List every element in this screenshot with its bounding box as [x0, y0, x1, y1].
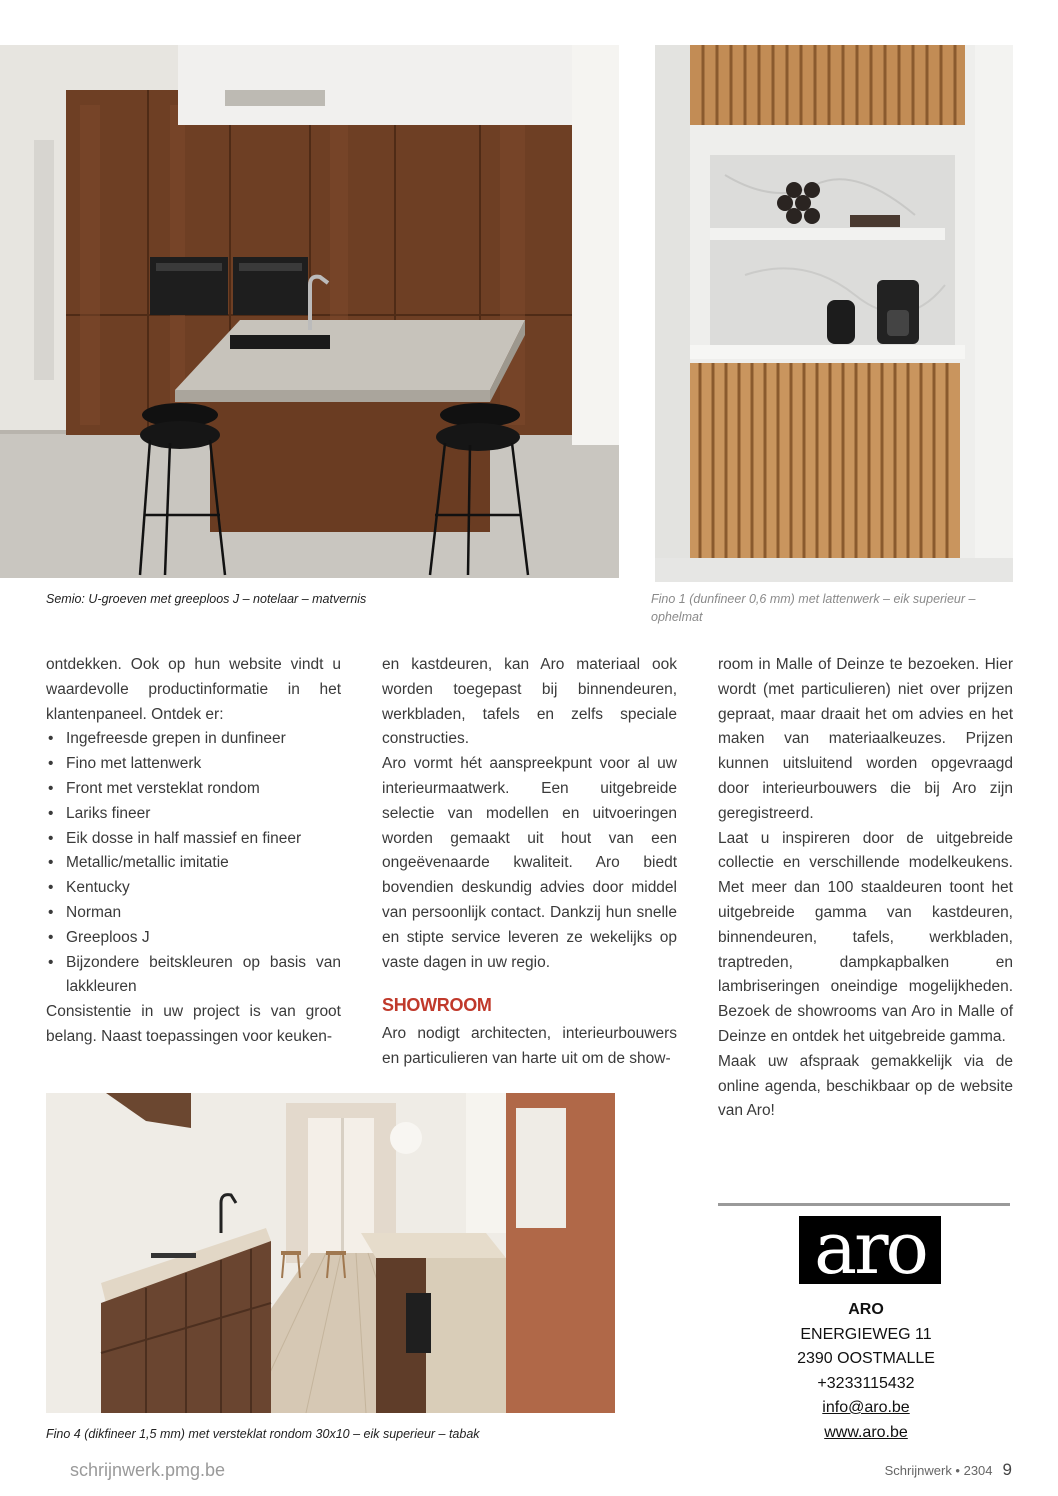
list-item: • Lariks fineer — [46, 802, 341, 827]
column1-intro: ontdekken. Ook op hun website vindt u waardevolle productinformatie in het klantenpaneel. Ontdek er: — [46, 656, 341, 723]
aro-logo-text: aro — [814, 1216, 926, 1284]
city-address: 2390 OOSTMALLE — [797, 1350, 935, 1367]
list-item: • Kentucky — [46, 876, 341, 901]
product-list — [46, 727, 341, 1000]
column1-outro: Consistentie in uw project is van groot belang. Naast toepassingen voor keuken- — [46, 1003, 341, 1045]
caption-oak-slat-niche: Fino 1 (dunfineer 0,6 mm) met lattenwerk – eik superieur – ophelmat — [651, 592, 976, 624]
contact-block — [718, 1298, 1014, 1445]
column2-paragraph: Aro vormt hét aanspreekpunt voor al uw interieurmaatwerk. Een uitgebreide selectie van modellen en uitvoeringen worden gemaakt uit hout van een ongeëvenaarde kwaliteit. Aro biedt bovendien deskundig advies door middel van persoonlijk contact. Dankzij hun snelle en stipte service leveren ze wekelijks op vaste dagen in uw regio. — [382, 755, 677, 971]
street-address: ENERGIEWEG 11 — [800, 1325, 932, 1343]
aro-logo — [799, 1216, 941, 1284]
footer-issue-block — [885, 1460, 1012, 1480]
caption-walnut-kitchen: Semio: U-groeven met greeploos J – notelaar – matvernis — [46, 592, 367, 606]
column3-paragraph: Maak uw afspraak gemakkelijk via de online agenda, beschikbaar op de website van Aro! — [718, 1052, 1013, 1120]
list-item: • Bijzondere beitskleuren op basis van lakkleuren — [46, 951, 341, 1001]
list-item: • Metallic/metallic imitatie — [46, 851, 341, 876]
showroom-heading: SHOWROOM — [382, 995, 492, 1016]
list-item: • Eik dosse in half massief en fineer — [46, 827, 341, 852]
photo-galley-kitchen — [46, 1093, 615, 1413]
page-number: 9 — [1002, 1460, 1012, 1479]
photo-oak-slat-niche — [655, 45, 1013, 582]
text-column-3 — [718, 653, 1013, 1124]
footer-issue: Schrijnwerk • 2304 — [884, 1463, 993, 1478]
email-link[interactable]: info@aro.be — [822, 1399, 910, 1416]
list-item: • Fino met lattenwerk — [46, 752, 341, 777]
column2-paragraph: Aro nodigt architecten, interieurbouwers en particulieren van harte uit om de show- — [382, 1025, 677, 1067]
list-item: • Ingefreesde grepen in dunfineer — [46, 727, 341, 752]
text-column-2 — [382, 653, 677, 1072]
list-item: • Front met versteklat rondom — [46, 777, 341, 802]
phone-number: +3233115432 — [817, 1374, 915, 1392]
footer-site: schrijnwerk.pmg.be — [70, 1460, 226, 1480]
text-column-1 — [46, 653, 341, 1050]
list-item: • Norman — [46, 901, 341, 926]
company-name: ARO — [848, 1301, 884, 1318]
website-link[interactable]: www.aro.be — [824, 1423, 908, 1441]
column2-paragraph: en kastdeuren, kan Aro materiaal ook worden toegepast bij binnendeuren, werkbladen, tafels en zelfs speciale constructies. — [382, 656, 677, 748]
caption-galley-kitchen: Fino 4 (dikfineer 1,5 mm) met versteklat rondom 30x10 – eik superieur – tabak — [46, 1427, 480, 1441]
divider — [718, 1203, 1010, 1206]
photo-walnut-kitchen — [0, 45, 619, 578]
column3-paragraph: room in Malle of Deinze te bezoeken. Hier wordt (met particulieren) niet over prijzen gepraat, maar draait het om advies en het maken van materiaalkeuzes. Prijzen kunnen uitsluitend worden opgevraagd door interieurbouwers die bij Aro zijn geregistreerd. — [718, 656, 1013, 822]
column3-paragraph: Laat u inspireren door de uitgebreide collectie en verschillende modelkeukens. Met meer dan 100 staaldeuren toont het uitgebreide gamma van kastdeuren, binnendeuren, tafels, werkbladen, traptreden, dampkapbalken en lambriseringen oneindige mogelijkheden. Bezoek de showrooms van Aro in Malle of Deinze en ontdek het uitgebreide gamma. — [718, 829, 1013, 1045]
list-item: • Greeploos J — [46, 926, 341, 951]
